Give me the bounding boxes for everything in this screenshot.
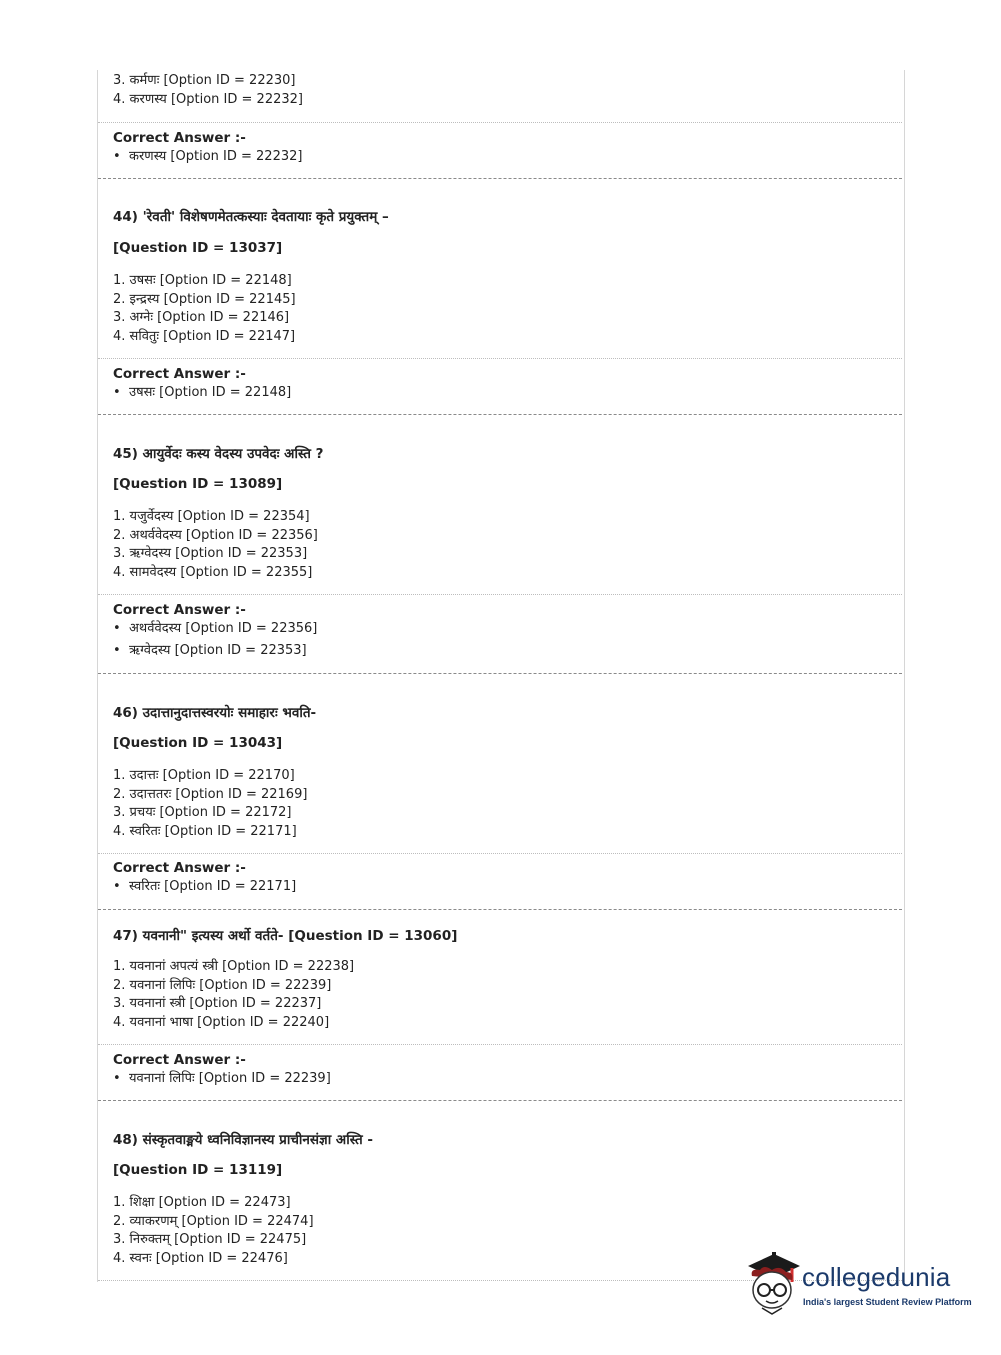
options-44 xyxy=(113,272,296,346)
question-heading: 47) यवनानी" इत्यस्य अर्थो वर्तते- [Question ID = 13060] xyxy=(113,928,458,944)
options-46 xyxy=(113,767,307,841)
logo-wordmark: collegedunia xyxy=(802,1262,951,1292)
prev-question-options xyxy=(113,72,303,109)
answer-item: • उषसः [Option ID = 22148] xyxy=(113,385,292,400)
options-48 xyxy=(113,1194,314,1268)
answer-item: • अथर्ववेदस्य [Option ID = 22356] xyxy=(113,621,318,636)
question-47 xyxy=(113,926,457,944)
question-separator xyxy=(98,673,902,674)
answer-item: • ऋग्वेदस्य [Option ID = 22353] xyxy=(113,643,307,658)
options-45 xyxy=(113,508,318,582)
option-line: 1. उदात्तः [Option ID = 22170] xyxy=(113,768,295,783)
option-line: 3. प्रचयः [Option ID = 22172] xyxy=(113,805,292,821)
option-line: 4. स्वनः [Option ID = 22476] xyxy=(113,1250,288,1266)
correct-answer-44 xyxy=(113,366,291,404)
divider xyxy=(98,594,902,595)
question-id: [Question ID = 13089] xyxy=(113,476,283,492)
option-line: 3. निरुक्तम् [Option ID = 22475] xyxy=(113,1232,307,1248)
correct-answer-45 xyxy=(113,602,317,662)
option-line: 1. यवनानां अपत्यं स्त्री [Option ID = 22238] xyxy=(113,959,355,974)
option-line: 2. उदात्ततरः [Option ID = 22169] xyxy=(113,786,308,802)
question-separator xyxy=(98,1100,902,1101)
question-heading: 44) 'रेवती' विशेषणमेतत्कस्याः देवतायाः कृते प्रयुक्तम् – xyxy=(113,209,389,225)
divider xyxy=(98,853,902,854)
correct-answer-title: Correct Answer :- xyxy=(113,602,246,618)
option-line: 4. सामवेदस्य [Option ID = 22355] xyxy=(113,564,313,580)
logo-tagline: India's largest Student Review Platform xyxy=(803,1297,972,1307)
option-line: 2. इन्द्रस्य [Option ID = 22145] xyxy=(113,291,296,307)
option-line: 2. यवनानां लिपिः [Option ID = 22239] xyxy=(113,977,332,993)
option-line: 4. यवनानां भाषा [Option ID = 22240] xyxy=(113,1014,330,1030)
option-line: 4. सवितुः [Option ID = 22147] xyxy=(113,328,296,344)
question-44 xyxy=(113,207,389,225)
option-line: 2. व्याकरणम् [Option ID = 22474] xyxy=(113,1213,314,1229)
answer-item: • स्वरितः [Option ID = 22171] xyxy=(113,879,297,894)
option-line: 4. स्वरितः [Option ID = 22171] xyxy=(113,823,297,839)
answer-item: • यवनानां लिपिः [Option ID = 22239] xyxy=(113,1071,331,1086)
option-line: 1. शिक्षा [Option ID = 22473] xyxy=(113,1195,291,1210)
question-separator xyxy=(98,178,902,179)
correct-answer-title: Correct Answer :- xyxy=(113,860,246,876)
option-line: 1. उषसः [Option ID = 22148] xyxy=(113,273,292,288)
correct-answer-46 xyxy=(113,860,296,898)
option-line: 3. कर्मणः [Option ID = 22230] xyxy=(113,73,296,88)
option-line: 3. ऋग्वेदस्य [Option ID = 22353] xyxy=(113,546,308,562)
option-line: 1. यजुर्वेदस्य [Option ID = 22354] xyxy=(113,509,310,524)
question-separator xyxy=(98,414,902,415)
question-id: [Question ID = 13043] xyxy=(113,735,283,751)
divider xyxy=(98,122,902,123)
question-45 xyxy=(113,444,323,462)
prev-correct-answer xyxy=(113,130,302,168)
question-46 xyxy=(113,703,316,721)
question-separator xyxy=(98,909,902,910)
answer-item: • करणस्य [Option ID = 22232] xyxy=(113,149,303,164)
mascot-graduate-icon xyxy=(742,1248,804,1316)
question-id: [Question ID = 13119] xyxy=(113,1162,283,1178)
correct-answer-47 xyxy=(113,1052,331,1090)
question-48 xyxy=(113,1130,373,1148)
divider xyxy=(98,358,902,359)
correct-answer-title: Correct Answer :- xyxy=(113,366,246,382)
question-heading: 48) संस्कृतवाङ्मये ध्वनिविज्ञानस्य प्राचीनसंज्ञा अस्ति - xyxy=(113,1132,373,1148)
divider xyxy=(98,1044,902,1045)
option-line: 3. अग्नेः [Option ID = 22146] xyxy=(113,310,290,326)
options-47 xyxy=(113,958,354,1032)
option-line: 4. करणस्य [Option ID = 22232] xyxy=(113,91,303,107)
question-id: [Question ID = 13037] xyxy=(113,240,283,256)
correct-answer-title: Correct Answer :- xyxy=(113,1052,246,1068)
option-line: 3. यवनानां स्त्री [Option ID = 22237] xyxy=(113,996,322,1012)
collegedunia-logo xyxy=(742,1248,972,1316)
question-heading: 45) आयुर्वेदः कस्य वेदस्य उपवेदः अस्ति ? xyxy=(113,446,324,462)
correct-answer-title: Correct Answer :- xyxy=(113,130,246,146)
question-heading: 46) उदात्तानुदात्तस्वरयोः समाहारः भवति- xyxy=(113,705,317,721)
option-line: 2. अथर्ववेदस्य [Option ID = 22356] xyxy=(113,527,318,543)
